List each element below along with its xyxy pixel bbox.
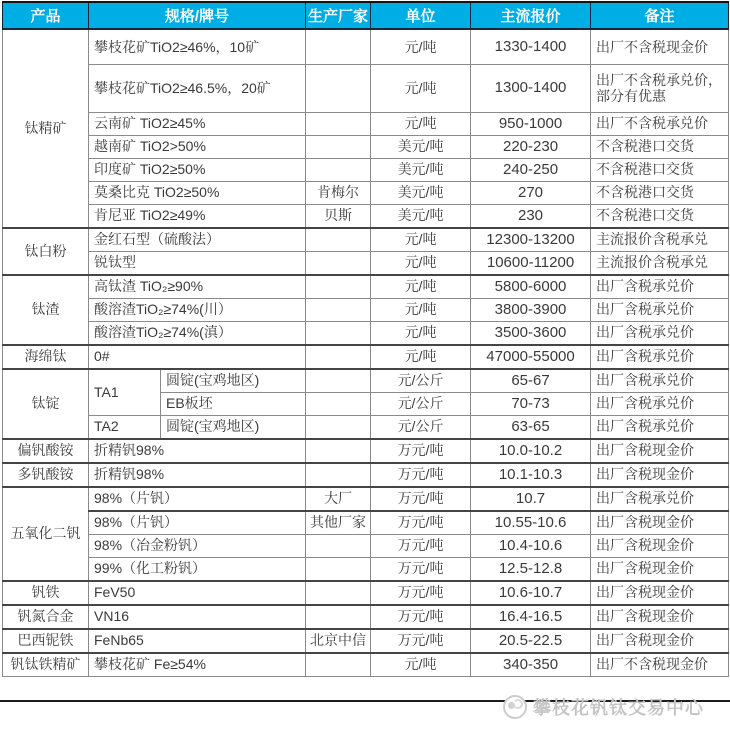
maker-cell (306, 415, 371, 439)
unit-cell: 元/公斤 (371, 415, 471, 439)
maker-cell (306, 29, 371, 64)
table-row (3, 557, 729, 581)
spec-cell: 肯尼亚 TiO2≥49% (89, 204, 306, 228)
note-cell: 出厂含税现金价 (591, 439, 729, 463)
maker-cell: 北京中信 (306, 629, 371, 653)
maker-cell (306, 392, 371, 415)
brand-logo-icon (503, 695, 527, 719)
table-row (3, 298, 729, 321)
spec-cell: 攀枝花矿TiO2≥46%，10矿 (89, 29, 306, 64)
maker-cell (306, 64, 371, 112)
unit-cell: 元/吨 (371, 321, 471, 345)
note-cell: 出厂含税现金价 (591, 605, 729, 629)
spec-grade-cell: TA1 (89, 369, 161, 416)
brand-watermark (503, 694, 704, 720)
table-row (3, 228, 729, 252)
unit-cell: 元/吨 (371, 653, 471, 677)
table-row (3, 275, 729, 299)
spec-cell: FeV50 (89, 581, 306, 605)
price-cell: 65-67 (471, 369, 591, 393)
spec-cell: 印度矿 TiO2≥50% (89, 158, 306, 181)
table-row (3, 251, 729, 275)
note-cell: 出厂含税承兑价 (591, 415, 729, 439)
table-row (3, 181, 729, 204)
price-cell: 240-250 (471, 158, 591, 181)
unit-cell: 元/吨 (371, 345, 471, 369)
price-cell: 1300-1400 (471, 64, 591, 112)
price-cell: 230 (471, 204, 591, 228)
product-cell: 多钒酸铵 (3, 463, 89, 487)
price-cell: 10.55-10.6 (471, 511, 591, 535)
maker-cell: 大厂 (306, 487, 371, 511)
column-header-note: 备注 (591, 2, 729, 29)
table-row (3, 64, 729, 112)
price-cell: 3500-3600 (471, 321, 591, 345)
spec-cell: 攀枝花矿TiO2≥46.5%，20矿 (89, 64, 306, 112)
spec-cell: 99%（化工粉钒） (89, 557, 306, 581)
unit-cell: 元/吨 (371, 29, 471, 64)
note-cell: 出厂含税现金价 (591, 629, 729, 653)
maker-cell (306, 112, 371, 135)
column-header-product: 产品 (3, 2, 89, 29)
table-row (3, 321, 729, 345)
note-cell: 出厂含税现金价 (591, 534, 729, 557)
table-row (3, 534, 729, 557)
table-row (3, 158, 729, 181)
column-header-price: 主流报价 (471, 2, 591, 29)
price-cell: 950-1000 (471, 112, 591, 135)
product-cell: 钒钛铁精矿 (3, 653, 89, 677)
note-cell: 主流报价含税承兑 (591, 228, 729, 252)
unit-cell: 元/吨 (371, 112, 471, 135)
spec-cell: 锐钛型 (89, 251, 306, 275)
price-cell: 10.7 (471, 487, 591, 511)
price-cell: 20.5-22.5 (471, 629, 591, 653)
maker-cell (306, 158, 371, 181)
unit-cell: 万元/吨 (371, 534, 471, 557)
price-cell: 10600-11200 (471, 251, 591, 275)
spec-cell: 酸溶渣TiO₂≥74%(川） (89, 298, 306, 321)
footer (2, 677, 728, 737)
unit-cell: 美元/吨 (371, 181, 471, 204)
product-cell: 钛白粉 (3, 228, 89, 275)
column-header-spec: 规格/牌号 (89, 2, 306, 29)
note-cell: 不含税港口交货 (591, 181, 729, 204)
price-cell: 47000-55000 (471, 345, 591, 369)
table-row (3, 345, 729, 369)
spec-cell: 莫桑比克 TiO2≥50% (89, 181, 306, 204)
spec-cell: 98%（片钒） (89, 487, 306, 511)
maker-cell (306, 534, 371, 557)
note-cell: 出厂含税现金价 (591, 463, 729, 487)
note-cell: 出厂含税承兑价 (591, 345, 729, 369)
unit-cell: 元/吨 (371, 275, 471, 299)
note-cell: 出厂含税承兑价 (591, 321, 729, 345)
maker-cell: 贝斯 (306, 204, 371, 228)
header-row (3, 2, 729, 29)
spec-shape-cell: EB板坯 (161, 392, 306, 415)
spec-cell: 酸溶渣TiO₂≥74%(滇） (89, 321, 306, 345)
price-cell: 10.6-10.7 (471, 581, 591, 605)
unit-cell: 万元/吨 (371, 463, 471, 487)
spec-shape-cell: 圆锭(宝鸡地区) (161, 415, 306, 439)
product-cell: 钛锭 (3, 369, 89, 439)
maker-cell (306, 557, 371, 581)
brand-name: 攀枝花钒钛交易中心 (533, 697, 704, 718)
price-cell: 12300-13200 (471, 228, 591, 252)
maker-cell (306, 251, 371, 275)
maker-cell (306, 345, 371, 369)
maker-cell (306, 439, 371, 463)
note-cell: 出厂含税承兑价 (591, 487, 729, 511)
spec-grade-cell: TA2 (89, 415, 161, 439)
spec-cell: 攀枝花矿 Fe≥54% (89, 653, 306, 677)
maker-cell: 其他厂家 (306, 511, 371, 535)
maker-cell (306, 135, 371, 158)
table-row (3, 581, 729, 605)
maker-cell (306, 463, 371, 487)
price-cell: 220-230 (471, 135, 591, 158)
price-cell: 270 (471, 181, 591, 204)
table-row (3, 487, 729, 511)
unit-cell: 万元/吨 (371, 629, 471, 653)
unit-cell: 美元/吨 (371, 158, 471, 181)
table-row (3, 511, 729, 535)
unit-cell: 元/公斤 (371, 392, 471, 415)
table-row (3, 112, 729, 135)
note-cell: 出厂含税承兑价 (591, 392, 729, 415)
price-table (2, 1, 729, 677)
price-cell: 5800-6000 (471, 275, 591, 299)
price-cell: 3800-3900 (471, 298, 591, 321)
maker-cell (306, 605, 371, 629)
note-cell: 不含税港口交货 (591, 204, 729, 228)
spec-cell: 越南矿 TiO2>50% (89, 135, 306, 158)
table-row (3, 463, 729, 487)
maker-cell (306, 653, 371, 677)
price-cell: 16.4-16.5 (471, 605, 591, 629)
maker-cell (306, 369, 371, 393)
column-header-unit: 单位 (371, 2, 471, 29)
spec-cell: 折精钒98% (89, 439, 306, 463)
spec-cell: 云南矿 TiO2≥45% (89, 112, 306, 135)
maker-cell (306, 275, 371, 299)
maker-cell (306, 321, 371, 345)
product-cell: 钛渣 (3, 275, 89, 345)
table-row (3, 415, 729, 439)
note-cell: 出厂含税现金价 (591, 557, 729, 581)
product-cell: 五氧化二钒 (3, 487, 89, 581)
product-cell: 偏钒酸铵 (3, 439, 89, 463)
spec-cell: 0# (89, 345, 306, 369)
table-row (3, 629, 729, 653)
note-cell: 不含税港口交货 (591, 158, 729, 181)
spec-cell: 折精钒98% (89, 463, 306, 487)
price-cell: 63-65 (471, 415, 591, 439)
price-cell: 10.4-10.6 (471, 534, 591, 557)
unit-cell: 万元/吨 (371, 487, 471, 511)
table-row (3, 204, 729, 228)
maker-cell (306, 581, 371, 605)
unit-cell: 万元/吨 (371, 605, 471, 629)
spec-cell: VN16 (89, 605, 306, 629)
note-cell: 不含税港口交货 (591, 135, 729, 158)
unit-cell: 美元/吨 (371, 135, 471, 158)
unit-cell: 万元/吨 (371, 439, 471, 463)
spec-cell: FeNb65 (89, 629, 306, 653)
maker-cell (306, 228, 371, 252)
price-cell: 70-73 (471, 392, 591, 415)
table-row (3, 653, 729, 677)
unit-cell: 元/吨 (371, 298, 471, 321)
note-cell: 出厂不含税承兑价，部分有优惠 (591, 64, 729, 112)
unit-cell: 元/公斤 (371, 369, 471, 393)
unit-cell: 元/吨 (371, 251, 471, 275)
spec-shape-cell: 圆锭(宝鸡地区) (161, 369, 306, 393)
maker-cell (306, 298, 371, 321)
unit-cell: 万元/吨 (371, 511, 471, 535)
note-cell: 出厂含税承兑价 (591, 298, 729, 321)
note-cell: 主流报价含税承兑 (591, 251, 729, 275)
product-cell: 钒氮合金 (3, 605, 89, 629)
note-cell: 出厂不含税现金价 (591, 653, 729, 677)
price-cell: 1330-1400 (471, 29, 591, 64)
spec-cell: 98%（冶金粉钒） (89, 534, 306, 557)
product-cell: 海绵钛 (3, 345, 89, 369)
note-cell: 出厂含税承兑价 (591, 275, 729, 299)
table-row (3, 29, 729, 64)
unit-cell: 万元/吨 (371, 557, 471, 581)
spec-cell: 高钛渣 TiO₂≥90% (89, 275, 306, 299)
maker-cell: 肯梅尔 (306, 181, 371, 204)
product-cell: 钛精矿 (3, 29, 89, 228)
product-cell: 钒铁 (3, 581, 89, 605)
price-cell: 10.1-10.3 (471, 463, 591, 487)
note-cell: 出厂含税现金价 (591, 511, 729, 535)
note-cell: 出厂含税现金价 (591, 581, 729, 605)
price-cell: 10.0-10.2 (471, 439, 591, 463)
spec-cell: 金红石型（硫酸法） (89, 228, 306, 252)
unit-cell: 万元/吨 (371, 581, 471, 605)
table-row (3, 369, 729, 393)
note-cell: 出厂不含税现金价 (591, 29, 729, 64)
price-cell: 12.5-12.8 (471, 557, 591, 581)
note-cell: 出厂含税承兑价 (591, 369, 729, 393)
note-cell: 出厂不含税承兑价 (591, 112, 729, 135)
column-header-maker: 生产厂家 (306, 2, 371, 29)
product-cell: 巴西铌铁 (3, 629, 89, 653)
unit-cell: 元/吨 (371, 64, 471, 112)
price-cell: 340-350 (471, 653, 591, 677)
spec-cell: 98%（片钒） (89, 511, 306, 535)
unit-cell: 元/吨 (371, 228, 471, 252)
table-row (3, 135, 729, 158)
table-row (3, 439, 729, 463)
table-row (3, 605, 729, 629)
unit-cell: 美元/吨 (371, 204, 471, 228)
